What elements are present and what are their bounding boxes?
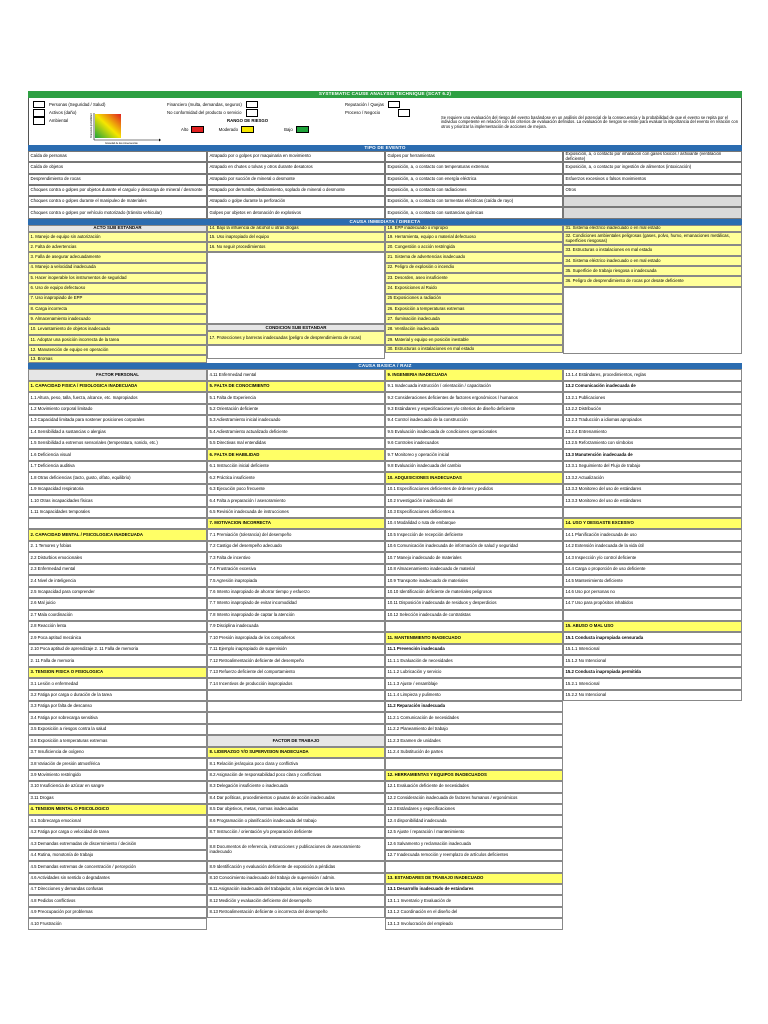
tipo-evento-cell[interactable]: Exposición, a, o contacto con temperaturas extremas [385, 162, 563, 173]
risk-swatch-alto [191, 126, 204, 133]
cause-item[interactable]: 15.2.1 Intencional [563, 678, 742, 689]
cause-item[interactable]: 11.1 Prevención inadecuada [385, 644, 563, 655]
header-legend [28, 98, 742, 145]
cause-item[interactable]: 11.1.1 Evaluación de necesidades [385, 655, 563, 666]
cause-item[interactable]: 12.4 disponibilidad inadecuada [385, 815, 563, 826]
section-header: ACTO SUB ESTANDAR [28, 225, 207, 232]
cause-item[interactable]: 30. Estructuras o instalaciones en mal estado [385, 345, 563, 353]
checkbox-activos[interactable] [33, 109, 45, 117]
cause-item[interactable]: 2.4 Nivel de inteligencia [28, 575, 207, 586]
cause-item[interactable]: 12.2 Consideración inadecuada de factores humanos / ergonómicos [385, 793, 563, 804]
cause-item[interactable]: 13.3.2 Actualización [563, 472, 742, 483]
cause-item[interactable]: 10.6 Comunicación inadecuada de información de salud y seguridad [385, 541, 563, 552]
cause-item[interactable]: 3.6 Exposición a temperaturas extremas [28, 735, 207, 746]
tipo-evento-cell[interactable]: Desprendimiento de rocas [28, 174, 207, 185]
section-header: 1. CAPACIDAD FISICA / FISIOLOGICA INADECUADA [28, 381, 207, 392]
cause-item[interactable]: 6.5 Revisión inadecuada de instrucciones [207, 507, 385, 518]
cause-item[interactable]: 8.5 Dar objetivos, metas, normas inadecuadas [207, 804, 385, 815]
tipo-evento-cell[interactable]: Caída de objetos [28, 162, 207, 173]
cause-item[interactable]: 8. Carga incorrecta [28, 304, 207, 314]
legend-no-conformidad: No conformidad del producto o servicio [167, 109, 242, 115]
inmediata-col1 [28, 225, 207, 364]
risk-note: Se requiere una evaluación del riesgo del evento basándose en un análisis del potencial de la consecuencia y la probabilidad de que el evento se repita por el individuo competente en relación con los criterios de evaluación definidos. La evaluación de riesgos se emite para evaluar la importancia del evento en relación con otros y priorizar la implementación de acciones de mejora. [441, 114, 738, 130]
cause-item[interactable]: 3.3 Fatiga por falta de descanso [28, 701, 207, 712]
cause-item[interactable]: 8.2 Asignación de responsabilidad poco clara y conflictivas [207, 770, 385, 781]
section-header: FACTOR DE TRABAJO [207, 735, 385, 746]
cause-item[interactable]: 7.6 Intento inapropiado de ahorrar tiempo y esfuerzo [207, 587, 385, 598]
tipo-evento-cell[interactable]: Caída de personas [28, 151, 207, 162]
cause-item[interactable]: 15. Uso inapropiado del equipo [207, 232, 385, 242]
cause-item[interactable]: 13.3.3 Monitoreo del uso de estándares [563, 495, 742, 506]
cause-item[interactable] [28, 518, 207, 529]
risk-label-alto: Alto [181, 126, 189, 132]
tipo-evento-cell[interactable]: Golpes por herramientas [385, 151, 563, 162]
section-header: 11. MANTENIMIENTO INADECUADO [385, 632, 563, 643]
cause-item[interactable]: 4.11 Enfermedad mental [207, 369, 385, 380]
scat-sheet [28, 91, 742, 930]
section-header: 9. INGENIERIA INADECUADA [385, 369, 563, 380]
legend-reputacion: Reputación / Quejas [345, 101, 384, 107]
tipo-evento-cell[interactable]: Atrapado en chutes o tolvas y otros durante desatoros [207, 162, 385, 173]
cause-item[interactable]: 14.4 Carga o proporción de uso deficiente [563, 564, 742, 575]
matrix-ylabel: Ocurrencia probabilidad [91, 113, 93, 138]
section-header: 13. ESTANDARES DE TRABAJO INADECUADO [385, 873, 563, 884]
risk-label-moderado: Moderado [218, 126, 238, 132]
cause-item[interactable]: 13.3.1 Seguimiento del Flujo de trabajo [563, 461, 742, 472]
section-header: 15. ABUSO O MAL USO [563, 621, 742, 632]
cause-item[interactable]: 9.5 Evaluación inadecuada de condiciones operacionales [385, 427, 563, 438]
cause-item[interactable]: 4.10 Frustración [28, 918, 207, 929]
risk-swatch-moderado [241, 126, 254, 133]
cause-item[interactable]: 7.13 Refuerzo deficiente del comportamiento [207, 667, 385, 678]
cause-item[interactable]: 1.2 Movimiento corporal limitado [28, 404, 207, 415]
cause-item[interactable]: 10.8 Almacenamiento inadecuado de material [385, 564, 563, 575]
tipo-evento-cell[interactable]: Exposición, a, o contacto con radiaciones [385, 185, 563, 196]
cause-item[interactable]: 2.6 Mal juicio [28, 598, 207, 609]
cause-item[interactable]: 9. Almacenamiento inadecuado [28, 314, 207, 324]
tipo-evento-cell[interactable]: Atrapado por derrumbe, deslizamiento, soplado de mineral o desmonte [207, 185, 385, 196]
cause-item[interactable]: 10.3 Especificaciones deficientes a [385, 507, 563, 518]
cause-item[interactable]: 1.4 Sensibilidad a sustancias o alergias [28, 427, 207, 438]
cause-item[interactable]: 11.1.2 Lubricación y servicio [385, 667, 563, 678]
cause-item[interactable]: 4.5 Demandas extremas de concentración / percepción [28, 861, 207, 872]
cause-item[interactable]: 8.1 Relación jerárquica poco clara y conflictiva [207, 758, 385, 769]
cause-item[interactable]: 10.7 Manejo inadecuado de materiales [385, 552, 563, 563]
cause-item[interactable]: 7.3 Falta de incentivo [207, 552, 385, 563]
tipo-evento-cell[interactable]: Exposición, a, o contacto con energía eléctrica [385, 174, 563, 185]
cause-item[interactable]: 8.11 Asignación inadecuada del trabajador, a las exigencias de la tarea [207, 884, 385, 895]
cause-item[interactable]: 14.1 Planificación inadecuada de uso [563, 529, 742, 540]
cause-item[interactable]: 7.11 Ejemplo inapropiado de supervisión [207, 644, 385, 655]
cause-item[interactable]: 5.1 Falta de Experiencia [207, 392, 385, 403]
section-header: CONDICION SUB ESTANDAR [207, 324, 385, 331]
legend-personas: Personas (Seguridad / Salud) [49, 101, 106, 107]
cause-item[interactable]: 4.8 Pedidos conflictivos [28, 895, 207, 906]
tipo-evento-cell[interactable] [563, 207, 742, 218]
tipo-evento-cell[interactable]: Exposición, a, o contacto con sustancias químicas [385, 207, 563, 218]
cause-item[interactable]: 28. Ventilación inadecuada [385, 324, 563, 334]
cause-item[interactable] [385, 861, 563, 872]
cause-item[interactable]: 9.1 Inadecuada instrucción / orientación / capacitación [385, 381, 563, 392]
cause-item[interactable]: 6.3 Ejecución poco frecuente [207, 484, 385, 495]
cause-item[interactable]: 3.5 Exposición a riesgos contra la salud [28, 724, 207, 735]
cause-item[interactable]: 10.10 Identificación deficiente de materiales peligrosos [385, 587, 563, 598]
cause-item[interactable]: 3. Falla de asegurar adecuadamente [28, 252, 207, 262]
cause-item[interactable]: 15.1.2 No Intencional [563, 655, 742, 666]
checkbox-no-conformidad[interactable] [246, 109, 258, 117]
cause-item[interactable]: 7.2 Castigo del desempeño adecuado [207, 541, 385, 552]
cause-item[interactable]: 14.7 Uso para propósitos inhabidos [563, 598, 742, 609]
cause-item[interactable]: 18. EPP inadecuado o impropio [385, 225, 563, 232]
cause-item[interactable]: 12.5 Ajuste / reparación / mantenimiento [385, 827, 563, 838]
section-header: 8. LIDERAZGO Y/O SUPERVISION INADECUADA [207, 747, 385, 758]
cause-item[interactable]: 11.1.4 Limpieza y pulimento [385, 690, 563, 701]
cause-item[interactable]: 8.10 Conocimiento inadecuado del trabajo de supervisión / admin. [207, 873, 385, 884]
cause-item[interactable]: 22. Peligro de explosión o incendio [385, 263, 563, 273]
section-header: 14. USO Y DESGASTE EXCESIVO [563, 518, 742, 529]
cause-item[interactable]: 10.12 Selección inadecuada de contratistas [385, 610, 563, 621]
cause-item[interactable]: 5.4 Adiestramiento actualizado deficiente [207, 427, 385, 438]
cause-item[interactable]: 14. Bajo la influencia de alcohol u otras drogas [207, 225, 385, 232]
cause-item[interactable]: 13. Bromas [28, 355, 207, 363]
cause-item[interactable] [563, 287, 742, 354]
cause-item[interactable]: 7.1 Premiación (tolerancia) del desempeño [207, 529, 385, 540]
cause-item[interactable]: 10.11 Disposición inadecuada de residuos y desperdicios [385, 598, 563, 609]
cause-item[interactable]: 8.4 Dar políticas, procedimientos o pautas de acción inadecuadas [207, 793, 385, 804]
cause-item[interactable]: 2. Falta de advertencias [28, 242, 207, 252]
cause-item[interactable]: 7.7 Intento inapropiado de evitar incomodidad [207, 598, 385, 609]
cause-item[interactable]: 1. Manejo de equipo sin autorización [28, 232, 207, 242]
cause-item[interactable]: 5.3 Adiestramiento inicial inadecuado [207, 415, 385, 426]
section-header: 5. FALTA DE CONOCIMIENTO [207, 381, 385, 392]
cause-item[interactable]: 7.8 Intento inapropiado de captar la atención [207, 610, 385, 621]
cause-item[interactable]: 3.9 Movimiento restringido [28, 770, 207, 781]
cause-item[interactable]: 4. Manejo a velocidad inadecuada [28, 263, 207, 273]
matrix-xlabel: Gravedad de las consecuencias [105, 142, 138, 145]
cause-item[interactable]: 9.6 Controles inadecuados [385, 438, 563, 449]
legend-proceso: Proceso / Negocio [345, 109, 381, 115]
cause-item[interactable]: 13.1.4 Estándares, procedimientos, reglas [563, 369, 742, 380]
cause-item[interactable]: 2.2 Disturbios emocionales [28, 552, 207, 563]
risk-label-bajo: Bajo [284, 126, 293, 132]
legend-mid [167, 101, 327, 135]
cause-item[interactable]: 14.3 Inspección y/o control deficiente [563, 552, 742, 563]
cause-item[interactable]: 15.1.1 Intencional [563, 644, 742, 655]
causa-inmediata-title: CAUSA INMEDIATA / DIRECTA [28, 219, 742, 225]
checkbox-financiero[interactable] [246, 101, 258, 109]
cause-item[interactable]: 12.3 Estándares y especificaciones [385, 804, 563, 815]
tipo-evento-cell[interactable]: Choques contra o golpes por vehículo motorizado (tránsito vehicular) [28, 207, 207, 218]
cause-item[interactable]: 11.2.2 Planeamiento del trabajo [385, 724, 563, 735]
cause-item[interactable]: 7.10 Presión inapropiada de los compañeros [207, 632, 385, 643]
section-header: 3. TENSION FISICA O FISIOLOGICA [28, 667, 207, 678]
cause-item[interactable]: 13.2 Comunicación inadecuada de [563, 381, 742, 392]
cause-item[interactable]: 7.12 Retroalimentación deficiente del desempeño [207, 655, 385, 666]
causa-inmediata-grid [28, 225, 742, 364]
cause-item[interactable]: 26. Exposición a temperaturas extremas [385, 304, 563, 314]
checkbox-reputacion[interactable] [388, 101, 400, 109]
cause-item[interactable]: 2.9 Poca aptitud mecánica [28, 632, 207, 643]
cause-item[interactable]: 13.2.2 Distribución [563, 404, 742, 415]
cause-item[interactable]: 11.1.3 Ajuste / ensamblaje [385, 678, 563, 689]
cause-item[interactable]: 7.14 Incentivos de producción inapropiados [207, 678, 385, 689]
cause-item[interactable]: 13.1.2 Coordinación en el diseño del [385, 907, 563, 918]
checkbox-proceso[interactable] [398, 109, 410, 117]
cause-item[interactable]: 10.2 Investigación inadecuada del [385, 495, 563, 506]
cause-item[interactable]: 3.11 Drogas [28, 793, 207, 804]
legend-activos: Activos (daño) [49, 109, 77, 115]
cause-item[interactable]: 11.2.1 Comunicación de necesidades [385, 712, 563, 723]
cause-item[interactable]: 7. Uso inapropiado de EPP [28, 294, 207, 304]
cause-item[interactable]: 3.8 Variación de presión atmosférica [28, 758, 207, 769]
cause-item[interactable]: 7.9 Disciplina inadecuada [207, 621, 385, 632]
cause-item[interactable]: 3.7 Insuficiencia de oxígeno [28, 747, 207, 758]
cause-item[interactable]: 27. Iluminación inadecuada [385, 314, 563, 324]
cause-item[interactable]: 11. Adoptar una posición incorrecta de la tarea [28, 335, 207, 345]
tipo-evento-cell[interactable]: Atrapado o golpe durante la perforación [207, 196, 385, 207]
section-header: 10. ADQUISICIONES INADECUADAS [385, 472, 563, 483]
tipo-evento-cell[interactable]: Choques contra o golpes durante el manipuleo de materiales [28, 196, 207, 207]
cause-item[interactable]: 31. Sistema eléctrico inadecuado o en mal estado [563, 225, 742, 232]
cause-item[interactable]: 8.3 Delegación insuficiente o inadecuada [207, 781, 385, 792]
cause-item[interactable]: 13.2.1 Publicaciones [563, 392, 742, 403]
tipo-evento-cell[interactable] [563, 196, 742, 207]
cause-item[interactable]: 9.8 Evaluación inadecuada del cambio [385, 461, 563, 472]
cause-item[interactable]: 3.4 Fatiga por sobrecarga sensitiva [28, 712, 207, 723]
cause-item[interactable]: 12.6 Salvamento y reclamación inadecuada [385, 838, 563, 849]
cause-item[interactable]: 1.7 Deficiencia auditiva [28, 461, 207, 472]
tipo-evento-cell[interactable]: Esfuerzos excesivos o falsos movimientos [563, 174, 742, 185]
cause-item[interactable] [563, 507, 742, 518]
tipo-evento-cell[interactable]: Otros [563, 185, 742, 196]
cause-item[interactable]: 2.8 Reacción lenta [28, 621, 207, 632]
cause-item[interactable] [207, 724, 385, 735]
cause-item[interactable]: 9.2 Consideraciones deficientes de factores ergonómicos / humanos [385, 392, 563, 403]
cause-item[interactable]: 1.9 Incapacidad respiratoria [28, 484, 207, 495]
cause-item[interactable]: 8.7 Instrucción / orientación y/o preparación deficiente [207, 827, 385, 838]
section-header: FACTOR PERSONAL [28, 369, 207, 380]
legend-ambiental: Ambiental [49, 118, 69, 124]
cause-item[interactable]: 10.5 Inspección de recepción deficiente [385, 529, 563, 540]
cause-item[interactable] [207, 345, 385, 359]
cause-item[interactable]: 2. 1 Temores y fobias [28, 541, 207, 552]
cause-item[interactable]: 14.6 Uso por personas no [563, 587, 742, 598]
cause-item[interactable]: 23. Desorden, aseo insuficiente [385, 273, 563, 283]
cause-item[interactable]: 20. Congestión o acción restringida [385, 242, 563, 252]
cause-item[interactable]: 8.9 Identificación y evaluación deficiente de exposición a pérdidas [207, 861, 385, 872]
cause-item[interactable]: 21. Sistema de advertencias inadecuado [385, 252, 563, 262]
cause-item[interactable] [207, 701, 385, 712]
cause-item[interactable]: 11.2.4 Substitución de partes [385, 747, 563, 758]
cause-item[interactable]: 6.1 Instrucción inicial deficiente [207, 461, 385, 472]
tipo-evento-cell[interactable]: Exposición, a, o contacto por ingestión de alimentos (intoxicación) [563, 162, 742, 173]
cause-item[interactable]: 11.2 Reparación inadecuada [385, 701, 563, 712]
cause-item[interactable] [207, 690, 385, 701]
section-header: 2. CAPACIDAD MENTAL / PSICOLOGICA INADECUADA [28, 529, 207, 540]
cause-item[interactable]: 9.3 Estándares y especificaciones y/o criterios de diseño deficiente [385, 404, 563, 415]
cause-item[interactable]: 4.3 Demandas extremadas de discernimiento / decisión [28, 838, 207, 849]
cause-item[interactable]: 6.2 Práctica insuficiente [207, 472, 385, 483]
cause-item[interactable]: 13.2.5 Reforzamiento con símbolos [563, 438, 742, 449]
cause-item[interactable]: 1.3 Capacidad limitada para sostener posiciones corporales [28, 415, 207, 426]
cause-item[interactable]: 15.2.2 No Intencional [563, 690, 742, 701]
cause-item[interactable]: 33. Estructuras o instalaciones en mal estado [563, 245, 742, 255]
tipo-evento-grid [28, 151, 742, 219]
cause-item[interactable]: 17. Protecciones y barreras inadecuadas (peligro de desprendimiento de rocas) [207, 331, 385, 345]
cause-item[interactable]: 8.12 Medición y evaluación deficiente del desempeño [207, 895, 385, 906]
cause-item[interactable]: 13.3 Manutención inadecuada de [563, 449, 742, 460]
cause-item[interactable]: 14.5 Mantenimiento deficiente [563, 575, 742, 586]
inmediata-col4 [563, 225, 742, 364]
cause-item[interactable]: 6. Uso de equipo defectuoso [28, 283, 207, 293]
cause-item[interactable]: 2. 11 Falla de memoria [28, 655, 207, 666]
causa-basica-title: CAUSA BASICA / RAIZ [28, 363, 742, 369]
cause-item[interactable]: 4.7 Direcciones y demandas confusas [28, 884, 207, 895]
cause-item[interactable]: 1.8 Otras deficiencias (tacto, gusto, olfato, equilibrio) [28, 472, 207, 483]
causa-basica-grid [28, 369, 742, 929]
cause-item[interactable]: 4.2 Fatiga por carga o velocidad de tarea [28, 827, 207, 838]
cause-item[interactable]: 10. Levantamiento de objetos inadecuado [28, 324, 207, 334]
cause-item[interactable]: 11.2.3 Examen de unidades [385, 735, 563, 746]
cause-item[interactable]: 6.4 Falta a preparación / asesoramiento [207, 495, 385, 506]
risk-matrix-icon [89, 112, 161, 146]
cause-item[interactable]: 3.2 Fatiga por carga o duración de la tarea [28, 690, 207, 701]
basica-col1 [28, 369, 207, 929]
cause-item[interactable]: 10.9 Transporte inadecuado de materiales [385, 575, 563, 586]
checkbox-ambiental[interactable] [33, 117, 45, 125]
cause-item[interactable] [207, 712, 385, 723]
cause-item[interactable]: 13.1.1 Inventario y Evaluación de [385, 895, 563, 906]
cause-item[interactable]: 7.4 Frustración excesiva [207, 564, 385, 575]
cause-item[interactable]: 13.2.3 Traducción a idiomas apropiados [563, 415, 742, 426]
cause-item[interactable]: 13.1.3 Involucración del empleado [385, 918, 563, 929]
cause-item[interactable]: 14.2 Extensión inadecuada de la vida útil [563, 541, 742, 552]
cause-item[interactable]: 3.1 Lesión o enfermedad [28, 678, 207, 689]
cause-item[interactable]: 8.13 Retroalimentación deficiente o incorrecta del desempeño [207, 907, 385, 918]
cause-item[interactable]: 8.6 Programación o planificación inadecuada del trabajo [207, 815, 385, 826]
cause-item[interactable]: 12.1 Evaluación deficiente de necesidades [385, 781, 563, 792]
cause-item[interactable]: 1.10 Otras incapacidades físicas [28, 495, 207, 506]
cause-item[interactable]: 16. No seguir procedimientos [207, 242, 385, 252]
inmediata-col3 [385, 225, 563, 364]
cause-item[interactable]: 13.1 Desarrollo inadecuado de estándares [385, 884, 563, 895]
cause-item[interactable]: 29. Material y equipo en posición inestable [385, 335, 563, 345]
cause-item[interactable] [385, 758, 563, 769]
cause-item[interactable]: 2.7 Mala coordinación [28, 610, 207, 621]
checkbox-personas[interactable] [33, 101, 45, 109]
cause-item[interactable]: 9.7 Monitoreo y operación inicial [385, 449, 563, 460]
cause-item[interactable] [563, 610, 742, 621]
cause-item[interactable]: 34. Sistema eléctrico inadecuado o en mal estado [563, 256, 742, 266]
cause-item[interactable]: 5. Hacer inoperable los instrumentos de seguridad [28, 273, 207, 283]
legend-right [345, 101, 445, 118]
cause-item[interactable]: 5.5 Directivas mal entendidas [207, 438, 385, 449]
cause-item[interactable] [207, 252, 385, 324]
cause-item[interactable]: 2.3 Enfermedad mental [28, 564, 207, 575]
cause-item[interactable]: 12.7 Inadecuada remoción y reemplazo de artículos deficientes [385, 850, 563, 861]
cause-item[interactable]: 8.8 Documentos de referencia, instrucciones y publicaciones de asesoramiento inadecuado [207, 838, 385, 861]
cause-item[interactable]: 5.2 Orientación deficiente [207, 404, 385, 415]
cause-item[interactable]: 13.2.4 Entrenamiento [563, 427, 742, 438]
section-header: 4. TENSION MENTAL O PSICOLOGICO [28, 804, 207, 815]
cause-item[interactable]: 1.11 Incapacidades temporales [28, 507, 207, 518]
cause-item[interactable]: 7.5 Agresión inapropiada [207, 575, 385, 586]
tipo-evento-title: TIPO DE EVENTO [28, 145, 742, 152]
cause-item[interactable]: 4.9 Preocupación por problemas [28, 907, 207, 918]
document-title: SYSTEMATIC CAUSE ANALYSIS TECHNIQUE (SCAT 6.2) [28, 91, 742, 98]
tipo-evento-cell[interactable]: Exposición, a, o contacto por inhalación con gases tóxicos / asfixiante (ventilación deficiente) [563, 151, 742, 162]
risk-swatch-bajo [296, 126, 309, 133]
tipo-evento-cell[interactable]: Atrapado por succión de mineral o desmonte [207, 174, 385, 185]
cause-item[interactable]: 10.4 Modalidad o ruta de embarque [385, 518, 563, 529]
tipo-evento-cell[interactable]: Atrapado por o golpes por maquinaria en movimiento [207, 151, 385, 162]
cause-item[interactable]: 32. Condiciones ambientales peligrosas (gases, polvo, humo, emanaciones metálicas, superficies riesgosas) [563, 232, 742, 246]
section-header: 12. HERRAMIENTAS Y EQUIPOS INADECUADOS [385, 770, 563, 781]
inmediata-col2 [207, 225, 385, 364]
cause-item[interactable]: 4.1 Sobrecarga emocional [28, 815, 207, 826]
risk-title: RANGO DE RIESGO [227, 118, 269, 124]
section-header: 7. MOTIVACION INCORRECTA [207, 518, 385, 529]
cause-item[interactable]: 25 Exposiciones a radiación [385, 294, 563, 304]
cause-item[interactable]: 1.1 Altura, peso, talla, fuerza, alcance, etc. Inapropiados [28, 392, 207, 403]
cause-item[interactable]: 15.1 Conducta inapropiada censurada [563, 632, 742, 643]
basica-col3 [385, 369, 563, 929]
section-header: 6. FALTA DE HABILIDAD [207, 449, 385, 460]
tipo-evento-cell[interactable]: Choques contra o golpes por objetos durante el carguío y descarga de mineral / desmonte [28, 185, 207, 196]
cause-item[interactable]: 36. Peligro de desprendimiento de rocas por desate deficiente [563, 276, 742, 286]
cause-item[interactable]: 1.6 Deficiencia visual [28, 449, 207, 460]
cause-item[interactable]: 35. Superficie de trabajo riesgosa o inadecuada [563, 266, 742, 276]
cause-item[interactable]: 1.5 Sensibilidad a extremos sensoriales (temperatura, sonido, etc.) [28, 438, 207, 449]
cause-item[interactable]: 2.5 Incapacidad para comprender [28, 587, 207, 598]
risk-levels [167, 126, 327, 134]
cause-item[interactable] [385, 621, 563, 632]
cause-item[interactable]: 10.1 Especificaciones deficientes de órdenes y pedidos [385, 484, 563, 495]
cause-item[interactable]: 13.3.3 Monitoreo del uso de estándares [563, 484, 742, 495]
basica-col4 [563, 369, 742, 929]
cause-item[interactable]: 4.6 Actividades sin sentido o degradantes [28, 873, 207, 884]
basica-col2 [207, 369, 385, 929]
cause-item[interactable]: 24. Exposiciones al Ruido [385, 283, 563, 293]
legend-financiero: Financiero (multa, demandas, seguros) [167, 101, 242, 107]
cause-item[interactable]: 2.10 Poca aptitud de aprendizaje 2. 11 Falla de memoria [28, 644, 207, 655]
cause-item[interactable]: 12. Manutención de equipo en operación [28, 345, 207, 355]
cause-item[interactable]: 3.10 Insuficiencia de azúcar en sangre [28, 781, 207, 792]
tipo-evento-cell[interactable]: Exposición, a, o contacto con tormentas eléctricas (caída de rayo) [385, 196, 563, 207]
cause-item[interactable]: 4.4 Rutina, monotonía de trabajo [28, 850, 207, 861]
cause-item[interactable]: 15.2 Conducta inapropiada permitida [563, 667, 742, 678]
tipo-evento-cell[interactable]: Golpes por objetos en detonación de explosivos [207, 207, 385, 218]
cause-item[interactable]: 9.4 Control inadecuado de la construcción [385, 415, 563, 426]
cause-item[interactable]: 19. Herramienta, equipo o material defectuoso [385, 232, 563, 242]
